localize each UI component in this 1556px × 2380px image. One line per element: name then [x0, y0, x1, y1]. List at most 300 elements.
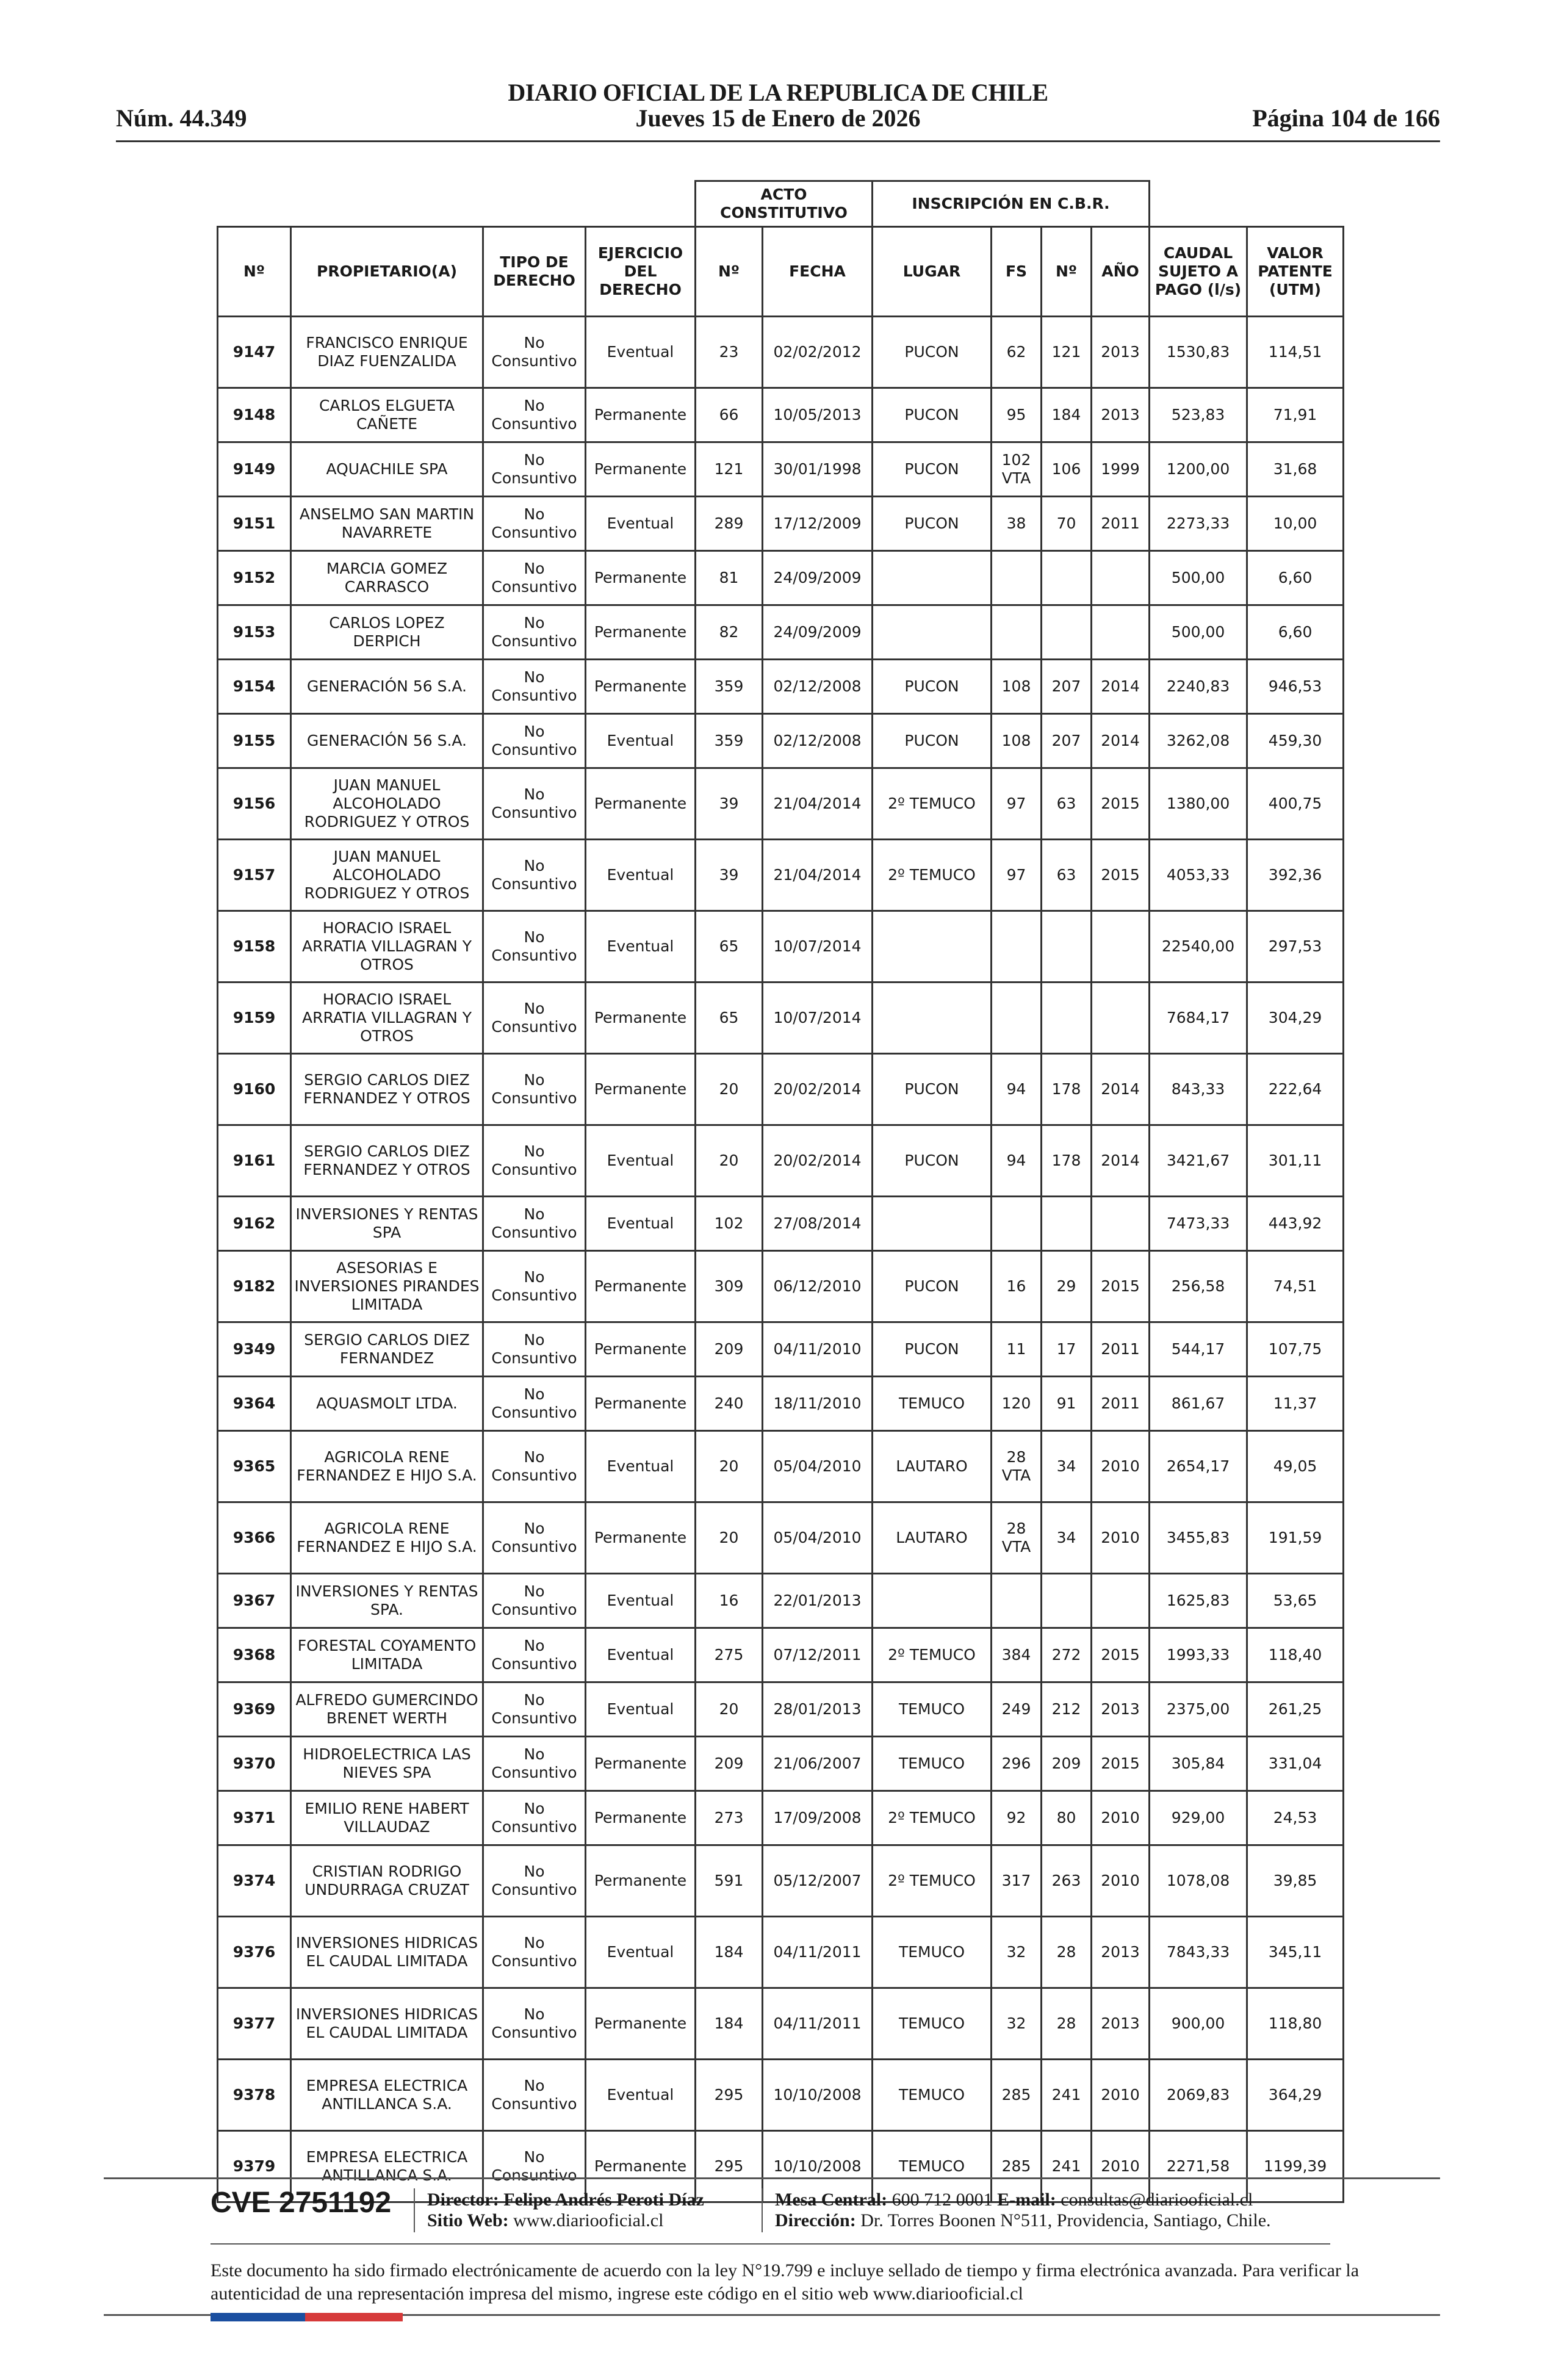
acto-numero-cell: 20 — [696, 1125, 763, 1197]
caudal-cell: 3262,08 — [1150, 714, 1247, 768]
cbr-fs-cell: 92 — [992, 1791, 1042, 1845]
ejercicio-cell: Eventual — [586, 714, 696, 768]
cbr-anio-cell: 2010 — [1092, 1845, 1150, 1917]
ejercicio-cell: Permanente — [586, 1377, 696, 1431]
cbr-anio-cell — [1092, 1574, 1150, 1628]
propietario-cell: SERGIO CARLOS DIEZ FERNANDEZ — [291, 1322, 483, 1377]
valor-patente-cell: 304,29 — [1247, 983, 1344, 1054]
caudal-cell: 7843,33 — [1150, 1917, 1247, 1988]
col-header-caudal: CAUDAL SUJETO A PAGO (l/s) — [1150, 227, 1247, 317]
cbr-lugar-cell: TEMUCO — [873, 1377, 992, 1431]
cbr-fs-cell: 384 — [992, 1628, 1042, 1682]
cbr-fs-cell: 32 — [992, 1917, 1042, 1988]
cbr-lugar-cell: 2º TEMUCO — [873, 1791, 992, 1845]
valor-patente-cell: 392,36 — [1247, 840, 1344, 911]
cbr-lugar-cell — [873, 1197, 992, 1251]
tipo-derecho-cell: No Consuntivo — [483, 388, 586, 442]
row-id-cell: 9365 — [218, 1431, 291, 1502]
table-row — [218, 1054, 1344, 1125]
propietario-cell: ALFREDO GUMERCINDO BRENET WERTH — [291, 1682, 483, 1737]
header-divider — [116, 140, 1440, 142]
cbr-anio-cell: 2011 — [1092, 1377, 1150, 1431]
cbr-numero-cell: 29 — [1042, 1251, 1092, 1322]
table-row — [218, 1197, 1344, 1251]
cbr-anio-cell: 2015 — [1092, 1628, 1150, 1682]
cbr-numero-cell — [1042, 911, 1092, 983]
cbr-lugar-cell: TEMUCO — [873, 1917, 992, 1988]
acto-numero-cell: 121 — [696, 442, 763, 497]
tipo-derecho-cell: No Consuntivo — [483, 1574, 586, 1628]
caudal-cell: 1530,83 — [1150, 317, 1247, 388]
issue-number: Núm. 44.349 — [116, 104, 247, 132]
table-row — [218, 1322, 1344, 1377]
acto-numero-cell: 20 — [696, 1431, 763, 1502]
row-id-cell: 9349 — [218, 1322, 291, 1377]
acto-fecha-cell: 05/04/2010 — [763, 1502, 873, 1574]
caudal-cell: 3421,67 — [1150, 1125, 1247, 1197]
table-row — [218, 1737, 1344, 1791]
cbr-fs-cell: 94 — [992, 1125, 1042, 1197]
cbr-lugar-cell — [873, 1574, 992, 1628]
cbr-anio-cell — [1092, 605, 1150, 660]
ejercicio-cell: Permanente — [586, 1054, 696, 1125]
propietario-cell: JUAN MANUEL ALCOHOLADO RODRIGUEZ Y OTROS — [291, 840, 483, 911]
row-id-cell: 9367 — [218, 1574, 291, 1628]
inscripcion-header: INSCRIPCIÓN EN C.B.R. — [873, 181, 1150, 227]
tipo-derecho-cell: No Consuntivo — [483, 1628, 586, 1682]
valor-patente-cell: 443,92 — [1247, 1197, 1344, 1251]
acto-fecha-cell: 21/04/2014 — [763, 768, 873, 840]
footer-divider-middle — [211, 2243, 1330, 2245]
acto-numero-cell: 66 — [696, 388, 763, 442]
acto-numero-cell: 209 — [696, 1737, 763, 1791]
acto-fecha-cell: 24/09/2009 — [763, 551, 873, 605]
caudal-cell: 2271,58 — [1150, 2131, 1247, 2202]
propietario-cell: HORACIO ISRAEL ARRATIA VILLAGRAN Y OTROS — [291, 983, 483, 1054]
cbr-numero-cell: 63 — [1042, 768, 1092, 840]
table-row — [218, 1628, 1344, 1682]
valor-patente-cell: 24,53 — [1247, 1791, 1344, 1845]
cbr-anio-cell — [1092, 911, 1150, 983]
acto-numero-cell: 39 — [696, 768, 763, 840]
ejercicio-cell: Eventual — [586, 497, 696, 551]
valor-patente-cell: 400,75 — [1247, 768, 1344, 840]
acto-numero-cell: 591 — [696, 1845, 763, 1917]
ejercicio-cell: Permanente — [586, 1502, 696, 1574]
cbr-fs-cell: 102 VTA — [992, 442, 1042, 497]
row-id-cell: 9364 — [218, 1377, 291, 1431]
caudal-cell: 256,58 — [1150, 1251, 1247, 1322]
acto-fecha-cell: 10/10/2008 — [763, 2060, 873, 2131]
row-id-cell: 9376 — [218, 1917, 291, 1988]
header-row — [116, 104, 1440, 138]
col-header-fecha: FECHA — [763, 227, 873, 317]
mesa-phone: 600 712 0001 — [891, 2190, 993, 2210]
tipo-derecho-cell: No Consuntivo — [483, 1125, 586, 1197]
acto-fecha-cell: 02/12/2008 — [763, 714, 873, 768]
cbr-lugar-cell — [873, 911, 992, 983]
cbr-anio-cell: 2013 — [1092, 1917, 1150, 1988]
caudal-cell: 2273,33 — [1150, 497, 1247, 551]
row-id-cell: 9148 — [218, 388, 291, 442]
caudal-cell: 2375,00 — [1150, 1682, 1247, 1737]
cbr-fs-cell: 11 — [992, 1322, 1042, 1377]
caudal-cell: 861,67 — [1150, 1377, 1247, 1431]
acto-numero-cell: 20 — [696, 1682, 763, 1737]
water-rights-table — [217, 180, 1344, 2203]
cbr-fs-cell: 38 — [992, 497, 1042, 551]
acto-fecha-cell: 17/09/2008 — [763, 1791, 873, 1845]
signature-notice: Este documento ha sido firmado electrónicamente de acuerdo con la ley N°19.799 e incluye sellado de tiempo y firma electrónica avanzada. Para verificar la autenticidad de una representación impresa del mismo, ingrese este código en el sitio web www.diariooficial.cl — [211, 2260, 1360, 2304]
cbr-fs-cell: 95 — [992, 388, 1042, 442]
acto-fecha-cell: 10/05/2013 — [763, 388, 873, 442]
propietario-cell: HORACIO ISRAEL ARRATIA VILLAGRAN Y OTROS — [291, 911, 483, 983]
row-id-cell: 9366 — [218, 1502, 291, 1574]
cbr-lugar-cell: PUCON — [873, 714, 992, 768]
caudal-cell: 4053,33 — [1150, 840, 1247, 911]
table-row — [218, 768, 1344, 840]
caudal-cell: 900,00 — [1150, 1988, 1247, 2060]
acto-numero-cell: 65 — [696, 911, 763, 983]
ejercicio-cell: Eventual — [586, 840, 696, 911]
cbr-anio-cell: 2010 — [1092, 2131, 1150, 2202]
valor-patente-cell: 297,53 — [1247, 911, 1344, 983]
caudal-cell: 2069,83 — [1150, 2060, 1247, 2131]
table-row — [218, 1251, 1344, 1322]
table-body — [218, 317, 1344, 2202]
propietario-cell: EMPRESA ELECTRICA ANTILLANCA S.A. — [291, 2131, 483, 2202]
row-id-cell: 9371 — [218, 1791, 291, 1845]
tipo-derecho-cell: No Consuntivo — [483, 1682, 586, 1737]
issue-date: Jueves 15 de Enero de 2026 — [635, 104, 921, 132]
director-name: Felipe Andrés Peroti Díaz — [503, 2190, 704, 2210]
tipo-derecho-cell: No Consuntivo — [483, 1502, 586, 1574]
propietario-cell: SERGIO CARLOS DIEZ FERNANDEZ Y OTROS — [291, 1125, 483, 1197]
col-header-anio: AÑO — [1092, 227, 1150, 317]
cbr-numero-cell: 121 — [1042, 317, 1092, 388]
caudal-cell: 305,84 — [1150, 1737, 1247, 1791]
address-label: Dirección: — [775, 2210, 856, 2230]
valor-patente-cell: 74,51 — [1247, 1251, 1344, 1322]
footer-separator — [414, 2188, 415, 2232]
acto-numero-cell: 309 — [696, 1251, 763, 1322]
tipo-derecho-cell: No Consuntivo — [483, 1737, 586, 1791]
tipo-derecho-cell: No Consuntivo — [483, 442, 586, 497]
table-row — [218, 442, 1344, 497]
propietario-cell: INVERSIONES HIDRICAS EL CAUDAL LIMITADA — [291, 1988, 483, 2060]
caudal-cell: 500,00 — [1150, 551, 1247, 605]
group-header-row — [218, 181, 1344, 227]
director-line — [427, 2190, 704, 2210]
valor-patente-cell: 11,37 — [1247, 1377, 1344, 1431]
valor-patente-cell: 191,59 — [1247, 1502, 1344, 1574]
col-header-id: Nº — [218, 227, 291, 317]
valor-patente-cell: 364,29 — [1247, 2060, 1344, 2131]
table-row — [218, 714, 1344, 768]
row-id-cell: 9161 — [218, 1125, 291, 1197]
ejercicio-cell: Permanente — [586, 605, 696, 660]
cbr-fs-cell — [992, 1574, 1042, 1628]
cbr-fs-cell: 28 VTA — [992, 1431, 1042, 1502]
acto-fecha-cell: 21/06/2007 — [763, 1737, 873, 1791]
acto-fecha-cell: 02/12/2008 — [763, 660, 873, 714]
row-id-cell: 9157 — [218, 840, 291, 911]
cbr-anio-cell: 2015 — [1092, 1737, 1150, 1791]
cbr-fs-cell: 94 — [992, 1054, 1042, 1125]
row-id-cell: 9378 — [218, 2060, 291, 2131]
table-row — [218, 1502, 1344, 1574]
acto-numero-cell: 240 — [696, 1377, 763, 1431]
cbr-lugar-cell: TEMUCO — [873, 1988, 992, 2060]
email-label: E-mail: — [997, 2190, 1056, 2210]
cbr-numero-cell — [1042, 983, 1092, 1054]
cbr-anio-cell: 2011 — [1092, 1322, 1150, 1377]
cbr-fs-cell — [992, 1197, 1042, 1251]
row-id-cell: 9147 — [218, 317, 291, 388]
tipo-derecho-cell: No Consuntivo — [483, 1251, 586, 1322]
cbr-lugar-cell: TEMUCO — [873, 2060, 992, 2131]
footer-divider-top — [104, 2177, 1440, 2179]
tipo-derecho-cell: No Consuntivo — [483, 2131, 586, 2202]
caudal-cell: 843,33 — [1150, 1054, 1247, 1125]
caudal-cell: 1380,00 — [1150, 768, 1247, 840]
table-row — [218, 1125, 1344, 1197]
ejercicio-cell: Eventual — [586, 317, 696, 388]
cbr-numero-cell: 70 — [1042, 497, 1092, 551]
cbr-lugar-cell: PUCON — [873, 388, 992, 442]
table-row — [218, 388, 1344, 442]
cbr-anio-cell: 2010 — [1092, 2060, 1150, 2131]
tipo-derecho-cell: No Consuntivo — [483, 605, 586, 660]
cbr-anio-cell: 2014 — [1092, 1125, 1150, 1197]
valor-patente-cell: 114,51 — [1247, 317, 1344, 388]
propietario-cell: CARLOS ELGUETA CAÑETE — [291, 388, 483, 442]
table-row — [218, 1917, 1344, 1988]
acto-fecha-cell: 17/12/2009 — [763, 497, 873, 551]
table-row — [218, 1845, 1344, 1917]
tipo-derecho-cell: No Consuntivo — [483, 768, 586, 840]
cbr-anio-cell — [1092, 551, 1150, 605]
cbr-numero-cell: 178 — [1042, 1125, 1092, 1197]
propietario-cell: AQUACHILE SPA — [291, 442, 483, 497]
cbr-fs-cell: 108 — [992, 660, 1042, 714]
ejercicio-cell: Permanente — [586, 442, 696, 497]
cbr-lugar-cell: PUCON — [873, 1322, 992, 1377]
row-id-cell: 9149 — [218, 442, 291, 497]
tipo-derecho-cell: No Consuntivo — [483, 1054, 586, 1125]
valor-patente-cell: 107,75 — [1247, 1322, 1344, 1377]
propietario-cell: EMILIO RENE HABERT VILLAUDAZ — [291, 1791, 483, 1845]
cbr-numero-cell: 28 — [1042, 1917, 1092, 1988]
acto-fecha-cell: 28/01/2013 — [763, 1682, 873, 1737]
valor-patente-cell: 331,04 — [1247, 1737, 1344, 1791]
row-id-cell: 9159 — [218, 983, 291, 1054]
acto-numero-cell: 273 — [696, 1791, 763, 1845]
tipo-derecho-cell: No Consuntivo — [483, 983, 586, 1054]
row-id-cell: 9151 — [218, 497, 291, 551]
tipo-derecho-cell: No Consuntivo — [483, 1791, 586, 1845]
acto-fecha-cell: 20/02/2014 — [763, 1125, 873, 1197]
acto-numero-cell: 359 — [696, 714, 763, 768]
table-row — [218, 317, 1344, 388]
row-id-cell: 9153 — [218, 605, 291, 660]
row-id-cell: 9368 — [218, 1628, 291, 1682]
table-row — [218, 1791, 1344, 1845]
tipo-derecho-cell: No Consuntivo — [483, 1197, 586, 1251]
cbr-anio-cell: 2010 — [1092, 1431, 1150, 1502]
cbr-numero-cell: 34 — [1042, 1502, 1092, 1574]
acto-fecha-cell: 10/10/2008 — [763, 2131, 873, 2202]
table-row — [218, 1377, 1344, 1431]
caudal-cell: 1625,83 — [1150, 1574, 1247, 1628]
cbr-fs-cell: 28 VTA — [992, 1502, 1042, 1574]
acto-fecha-cell: 07/12/2011 — [763, 1628, 873, 1682]
acto-numero-cell: 16 — [696, 1574, 763, 1628]
cve-code: CVE 2751192 — [211, 2187, 392, 2219]
cbr-anio-cell: 2014 — [1092, 1054, 1150, 1125]
acto-fecha-cell: 10/07/2014 — [763, 983, 873, 1054]
cbr-numero-cell: 207 — [1042, 714, 1092, 768]
table-row — [218, 2060, 1344, 2131]
cbr-numero-cell: 178 — [1042, 1054, 1092, 1125]
row-id-cell: 9155 — [218, 714, 291, 768]
mesa-label: Mesa Central: — [775, 2190, 888, 2210]
ejercicio-cell: Eventual — [586, 1431, 696, 1502]
row-id-cell: 9152 — [218, 551, 291, 605]
propietario-cell: INVERSIONES Y RENTAS SPA. — [291, 1574, 483, 1628]
tipo-derecho-cell: No Consuntivo — [483, 1917, 586, 1988]
row-id-cell: 9158 — [218, 911, 291, 983]
caudal-cell: 1993,33 — [1150, 1628, 1247, 1682]
website-link[interactable]: www.diariooficial.cl — [513, 2210, 664, 2230]
tipo-derecho-cell: No Consuntivo — [483, 911, 586, 983]
cbr-numero-cell — [1042, 605, 1092, 660]
cbr-fs-cell: 16 — [992, 1251, 1042, 1322]
cbr-fs-cell: 285 — [992, 2060, 1042, 2131]
tipo-derecho-cell: No Consuntivo — [483, 1322, 586, 1377]
acto-fecha-cell: 04/11/2010 — [763, 1322, 873, 1377]
ejercicio-cell: Eventual — [586, 1574, 696, 1628]
ejercicio-cell: Eventual — [586, 2060, 696, 2131]
table-row — [218, 1574, 1344, 1628]
cbr-anio-cell: 2013 — [1092, 1682, 1150, 1737]
cbr-numero-cell: 91 — [1042, 1377, 1092, 1431]
cbr-anio-cell: 2015 — [1092, 1251, 1150, 1322]
flag-stripe-red — [305, 2313, 403, 2321]
cbr-fs-cell: 285 — [992, 2131, 1042, 2202]
propietario-cell: CRISTIAN RODRIGO UNDURRAGA CRUZAT — [291, 1845, 483, 1917]
ejercicio-cell: Eventual — [586, 1682, 696, 1737]
valor-patente-cell: 53,65 — [1247, 1574, 1344, 1628]
cbr-lugar-cell: TEMUCO — [873, 2131, 992, 2202]
cbr-numero-cell — [1042, 1197, 1092, 1251]
table-row — [218, 551, 1344, 605]
cbr-lugar-cell: TEMUCO — [873, 1737, 992, 1791]
valor-patente-cell: 118,80 — [1247, 1988, 1344, 2060]
caudal-cell: 3455,83 — [1150, 1502, 1247, 1574]
table-row — [218, 1988, 1344, 2060]
row-id-cell: 9162 — [218, 1197, 291, 1251]
cbr-numero-cell: 209 — [1042, 1737, 1092, 1791]
tipo-derecho-cell: No Consuntivo — [483, 1431, 586, 1502]
cbr-numero-cell — [1042, 1574, 1092, 1628]
cbr-lugar-cell — [873, 551, 992, 605]
propietario-cell: FORESTAL COYAMENTO LIMITADA — [291, 1628, 483, 1682]
cbr-anio-cell: 2010 — [1092, 1791, 1150, 1845]
caudal-cell: 2240,83 — [1150, 660, 1247, 714]
cbr-fs-cell: 97 — [992, 840, 1042, 911]
table-row — [218, 840, 1344, 911]
cbr-numero-cell: 184 — [1042, 388, 1092, 442]
cbr-fs-cell — [992, 551, 1042, 605]
table-row — [218, 1431, 1344, 1502]
ejercicio-cell: Permanente — [586, 1251, 696, 1322]
acto-fecha-cell: 04/11/2011 — [763, 1988, 873, 2060]
cbr-anio-cell: 2011 — [1092, 497, 1150, 551]
valor-patente-cell: 6,60 — [1247, 551, 1344, 605]
table-row — [218, 497, 1344, 551]
propietario-cell: SERGIO CARLOS DIEZ FERNANDEZ Y OTROS — [291, 1054, 483, 1125]
caudal-cell: 523,83 — [1150, 388, 1247, 442]
email-link[interactable]: consultas@diariooficial.cl — [1061, 2190, 1253, 2210]
propietario-cell: MARCIA GOMEZ CARRASCO — [291, 551, 483, 605]
tipo-derecho-cell: No Consuntivo — [483, 714, 586, 768]
acto-numero-cell: 23 — [696, 317, 763, 388]
acto-numero-cell: 81 — [696, 551, 763, 605]
cbr-anio-cell: 2013 — [1092, 317, 1150, 388]
acto-numero-cell: 184 — [696, 1917, 763, 1988]
caudal-cell: 500,00 — [1150, 605, 1247, 660]
valor-patente-cell: 49,05 — [1247, 1431, 1344, 1502]
cbr-lugar-cell: PUCON — [873, 442, 992, 497]
acto-fecha-cell: 27/08/2014 — [763, 1197, 873, 1251]
col-header-propietario: PROPIETARIO(A) — [291, 227, 483, 317]
valor-patente-cell: 118,40 — [1247, 1628, 1344, 1682]
valor-patente-cell: 301,11 — [1247, 1125, 1344, 1197]
tipo-derecho-cell: No Consuntivo — [483, 660, 586, 714]
tipo-derecho-cell: No Consuntivo — [483, 1377, 586, 1431]
ejercicio-cell: Eventual — [586, 1917, 696, 1988]
acto-fecha-cell: 24/09/2009 — [763, 605, 873, 660]
cbr-numero-cell: 241 — [1042, 2060, 1092, 2131]
ejercicio-cell: Eventual — [586, 911, 696, 983]
cbr-lugar-cell: 2º TEMUCO — [873, 1845, 992, 1917]
cbr-numero-cell: 263 — [1042, 1845, 1092, 1917]
cbr-fs-cell: 249 — [992, 1682, 1042, 1737]
col-header-lugar: LUGAR — [873, 227, 992, 317]
cbr-lugar-cell — [873, 983, 992, 1054]
ejercicio-cell: Permanente — [586, 768, 696, 840]
tipo-derecho-cell: No Consuntivo — [483, 497, 586, 551]
ejercicio-cell: Eventual — [586, 1197, 696, 1251]
cbr-lugar-cell: 2º TEMUCO — [873, 768, 992, 840]
caudal-cell: 7684,17 — [1150, 983, 1247, 1054]
row-id-cell: 9160 — [218, 1054, 291, 1125]
acto-fecha-cell: 20/02/2014 — [763, 1054, 873, 1125]
cbr-lugar-cell: LAUTARO — [873, 1502, 992, 1574]
cbr-anio-cell: 2013 — [1092, 1988, 1150, 2060]
acto-numero-cell: 275 — [696, 1628, 763, 1682]
tipo-derecho-cell: No Consuntivo — [483, 317, 586, 388]
acto-numero-cell: 359 — [696, 660, 763, 714]
acto-numero-cell: 39 — [696, 840, 763, 911]
propietario-cell: JUAN MANUEL ALCOHOLADO RODRIGUEZ Y OTROS — [291, 768, 483, 840]
address-text: Dr. Torres Boonen N°511, Providencia, Santiago, Chile. — [860, 2210, 1271, 2230]
caudal-cell: 22540,00 — [1150, 911, 1247, 983]
acto-numero-cell: 20 — [696, 1502, 763, 1574]
cbr-numero-cell: 63 — [1042, 840, 1092, 911]
cbr-fs-cell: 32 — [992, 1988, 1042, 2060]
